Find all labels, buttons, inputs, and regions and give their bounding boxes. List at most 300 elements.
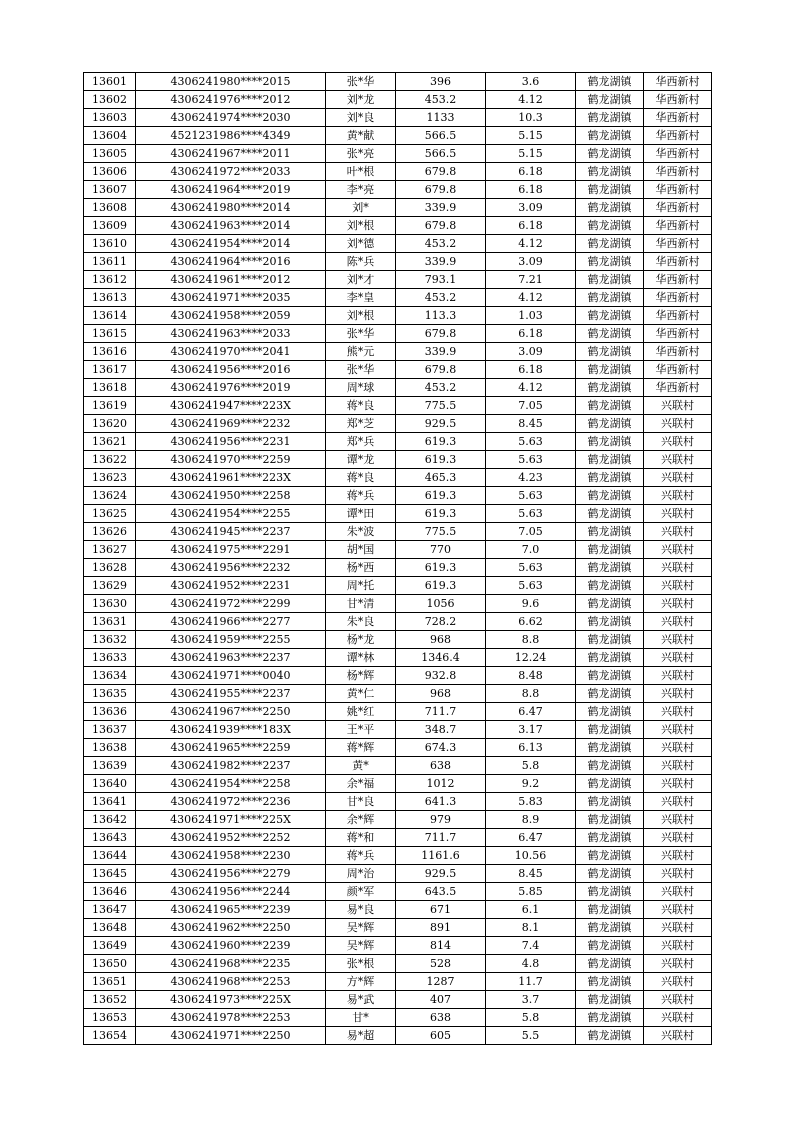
area-cell: 5.63 — [486, 487, 576, 505]
id-number-cell: 4306241956****2244 — [136, 883, 326, 901]
row-number-cell: 13633 — [84, 649, 136, 667]
area-cell: 3.09 — [486, 253, 576, 271]
village-cell: 兴联村 — [644, 937, 712, 955]
id-number-cell: 4306241961****223X — [136, 469, 326, 487]
table-row — [84, 397, 712, 415]
village-cell: 兴联村 — [644, 991, 712, 1009]
amount-cell: 1133 — [396, 109, 486, 127]
name-cell: 谭*龙 — [326, 451, 396, 469]
subsidy-table — [83, 72, 712, 1045]
town-cell: 鹤龙湖镇 — [576, 73, 644, 91]
id-number-cell: 4306241963****2033 — [136, 325, 326, 343]
table-row — [84, 307, 712, 325]
amount-cell: 643.5 — [396, 883, 486, 901]
name-cell: 叶*根 — [326, 163, 396, 181]
area-cell: 8.48 — [486, 667, 576, 685]
amount-cell: 465.3 — [396, 469, 486, 487]
name-cell: 易*良 — [326, 901, 396, 919]
table-row — [84, 1009, 712, 1027]
amount-cell: 528 — [396, 955, 486, 973]
name-cell: 蒋*辉 — [326, 739, 396, 757]
table-row — [84, 505, 712, 523]
row-number-cell: 13631 — [84, 613, 136, 631]
area-cell: 6.18 — [486, 217, 576, 235]
town-cell: 鹤龙湖镇 — [576, 361, 644, 379]
id-number-cell: 4306241968****2253 — [136, 973, 326, 991]
village-cell: 兴联村 — [644, 415, 712, 433]
amount-cell: 814 — [396, 937, 486, 955]
area-cell: 5.8 — [486, 1009, 576, 1027]
row-number-cell: 13640 — [84, 775, 136, 793]
table-body — [84, 73, 712, 1045]
id-number-cell: 4521231986****4349 — [136, 127, 326, 145]
name-cell: 张*华 — [326, 325, 396, 343]
town-cell: 鹤龙湖镇 — [576, 883, 644, 901]
name-cell: 甘* — [326, 1009, 396, 1027]
id-number-cell: 4306241947****223X — [136, 397, 326, 415]
amount-cell: 679.8 — [396, 181, 486, 199]
table-row — [84, 253, 712, 271]
row-number-cell: 13620 — [84, 415, 136, 433]
row-number-cell: 13629 — [84, 577, 136, 595]
table-row — [84, 415, 712, 433]
amount-cell: 891 — [396, 919, 486, 937]
village-cell: 兴联村 — [644, 883, 712, 901]
id-number-cell: 4306241972****2033 — [136, 163, 326, 181]
village-cell: 兴联村 — [644, 397, 712, 415]
table-row — [84, 73, 712, 91]
area-cell: 5.8 — [486, 757, 576, 775]
name-cell: 周*球 — [326, 379, 396, 397]
amount-cell: 1346.4 — [396, 649, 486, 667]
village-cell: 华西新村 — [644, 127, 712, 145]
town-cell: 鹤龙湖镇 — [576, 937, 644, 955]
amount-cell: 453.2 — [396, 235, 486, 253]
village-cell: 华西新村 — [644, 343, 712, 361]
area-cell: 8.45 — [486, 865, 576, 883]
village-cell: 兴联村 — [644, 775, 712, 793]
row-number-cell: 13613 — [84, 289, 136, 307]
town-cell: 鹤龙湖镇 — [576, 847, 644, 865]
name-cell: 陈*兵 — [326, 253, 396, 271]
row-number-cell: 13638 — [84, 739, 136, 757]
row-number-cell: 13646 — [84, 883, 136, 901]
table-row — [84, 559, 712, 577]
amount-cell: 605 — [396, 1027, 486, 1045]
area-cell: 5.5 — [486, 1027, 576, 1045]
town-cell: 鹤龙湖镇 — [576, 703, 644, 721]
row-number-cell: 13630 — [84, 595, 136, 613]
row-number-cell: 13627 — [84, 541, 136, 559]
village-cell: 兴联村 — [644, 595, 712, 613]
id-number-cell: 4306241967****2011 — [136, 145, 326, 163]
id-number-cell: 4306241971****225X — [136, 811, 326, 829]
id-number-cell: 4306241956****2232 — [136, 559, 326, 577]
village-cell: 兴联村 — [644, 685, 712, 703]
name-cell: 朱*波 — [326, 523, 396, 541]
village-cell: 兴联村 — [644, 901, 712, 919]
table-row — [84, 487, 712, 505]
town-cell: 鹤龙湖镇 — [576, 235, 644, 253]
table-row — [84, 163, 712, 181]
amount-cell: 339.9 — [396, 199, 486, 217]
village-cell: 华西新村 — [644, 271, 712, 289]
name-cell: 余*福 — [326, 775, 396, 793]
id-number-cell: 4306241952****2252 — [136, 829, 326, 847]
village-cell: 兴联村 — [644, 865, 712, 883]
table-row — [84, 685, 712, 703]
row-number-cell: 13623 — [84, 469, 136, 487]
town-cell: 鹤龙湖镇 — [576, 253, 644, 271]
amount-cell: 453.2 — [396, 91, 486, 109]
id-number-cell: 4306241976****2019 — [136, 379, 326, 397]
town-cell: 鹤龙湖镇 — [576, 109, 644, 127]
table-row — [84, 991, 712, 1009]
name-cell: 黄* — [326, 757, 396, 775]
area-cell: 6.18 — [486, 325, 576, 343]
area-cell: 8.9 — [486, 811, 576, 829]
amount-cell: 679.8 — [396, 325, 486, 343]
area-cell: 5.15 — [486, 127, 576, 145]
village-cell: 兴联村 — [644, 757, 712, 775]
village-cell: 华西新村 — [644, 235, 712, 253]
town-cell: 鹤龙湖镇 — [576, 163, 644, 181]
village-cell: 兴联村 — [644, 739, 712, 757]
town-cell: 鹤龙湖镇 — [576, 595, 644, 613]
table-row — [84, 883, 712, 901]
amount-cell: 339.9 — [396, 343, 486, 361]
area-cell: 5.83 — [486, 793, 576, 811]
amount-cell: 679.8 — [396, 217, 486, 235]
row-number-cell: 13645 — [84, 865, 136, 883]
table-row — [84, 217, 712, 235]
id-number-cell: 4306241959****2255 — [136, 631, 326, 649]
id-number-cell: 4306241960****2239 — [136, 937, 326, 955]
id-number-cell: 4306241963****2014 — [136, 217, 326, 235]
row-number-cell: 13622 — [84, 451, 136, 469]
town-cell: 鹤龙湖镇 — [576, 991, 644, 1009]
area-cell: 9.2 — [486, 775, 576, 793]
id-number-cell: 4306241955****2237 — [136, 685, 326, 703]
name-cell: 蒋*兵 — [326, 487, 396, 505]
village-cell: 兴联村 — [644, 631, 712, 649]
row-number-cell: 13648 — [84, 919, 136, 937]
area-cell: 7.21 — [486, 271, 576, 289]
id-number-cell: 4306241950****2258 — [136, 487, 326, 505]
row-number-cell: 13628 — [84, 559, 136, 577]
id-number-cell: 4306241975****2291 — [136, 541, 326, 559]
table-row — [84, 865, 712, 883]
area-cell: 3.7 — [486, 991, 576, 1009]
town-cell: 鹤龙湖镇 — [576, 451, 644, 469]
area-cell: 7.4 — [486, 937, 576, 955]
town-cell: 鹤龙湖镇 — [576, 739, 644, 757]
amount-cell: 453.2 — [396, 379, 486, 397]
row-number-cell: 13634 — [84, 667, 136, 685]
id-number-cell: 4306241952****2231 — [136, 577, 326, 595]
area-cell: 8.1 — [486, 919, 576, 937]
amount-cell: 932.8 — [396, 667, 486, 685]
name-cell: 蒋*良 — [326, 469, 396, 487]
id-number-cell: 4306241965****2259 — [136, 739, 326, 757]
table-row — [84, 901, 712, 919]
table-row — [84, 667, 712, 685]
name-cell: 蒋*良 — [326, 397, 396, 415]
town-cell: 鹤龙湖镇 — [576, 955, 644, 973]
village-cell: 华西新村 — [644, 199, 712, 217]
row-number-cell: 13611 — [84, 253, 136, 271]
table-row — [84, 919, 712, 937]
id-number-cell: 4306241972****2299 — [136, 595, 326, 613]
table-row — [84, 181, 712, 199]
amount-cell: 113.3 — [396, 307, 486, 325]
table-row — [84, 631, 712, 649]
name-cell: 余*辉 — [326, 811, 396, 829]
name-cell: 黄*仁 — [326, 685, 396, 703]
name-cell: 杨*龙 — [326, 631, 396, 649]
town-cell: 鹤龙湖镇 — [576, 793, 644, 811]
row-number-cell: 13603 — [84, 109, 136, 127]
id-number-cell: 4306241978****2253 — [136, 1009, 326, 1027]
area-cell: 5.63 — [486, 433, 576, 451]
table-row — [84, 739, 712, 757]
row-number-cell: 13625 — [84, 505, 136, 523]
town-cell: 鹤龙湖镇 — [576, 91, 644, 109]
village-cell: 兴联村 — [644, 505, 712, 523]
row-number-cell: 13641 — [84, 793, 136, 811]
amount-cell: 671 — [396, 901, 486, 919]
table-row — [84, 91, 712, 109]
row-number-cell: 13606 — [84, 163, 136, 181]
name-cell: 姚*红 — [326, 703, 396, 721]
town-cell: 鹤龙湖镇 — [576, 829, 644, 847]
amount-cell: 770 — [396, 541, 486, 559]
town-cell: 鹤龙湖镇 — [576, 685, 644, 703]
town-cell: 鹤龙湖镇 — [576, 379, 644, 397]
id-number-cell: 4306241945****2237 — [136, 523, 326, 541]
row-number-cell: 13610 — [84, 235, 136, 253]
id-number-cell: 4306241972****2236 — [136, 793, 326, 811]
amount-cell: 619.3 — [396, 451, 486, 469]
amount-cell: 619.3 — [396, 559, 486, 577]
area-cell: 4.12 — [486, 289, 576, 307]
name-cell: 甘*清 — [326, 595, 396, 613]
amount-cell: 619.3 — [396, 487, 486, 505]
table-row — [84, 613, 712, 631]
name-cell: 熊*元 — [326, 343, 396, 361]
village-cell: 兴联村 — [644, 955, 712, 973]
town-cell: 鹤龙湖镇 — [576, 217, 644, 235]
town-cell: 鹤龙湖镇 — [576, 505, 644, 523]
id-number-cell: 4306241976****2012 — [136, 91, 326, 109]
table-row — [84, 433, 712, 451]
amount-cell: 711.7 — [396, 829, 486, 847]
row-number-cell: 13609 — [84, 217, 136, 235]
id-number-cell: 4306241962****2250 — [136, 919, 326, 937]
amount-cell: 728.2 — [396, 613, 486, 631]
name-cell: 杨*辉 — [326, 667, 396, 685]
id-number-cell: 4306241974****2030 — [136, 109, 326, 127]
town-cell: 鹤龙湖镇 — [576, 613, 644, 631]
area-cell: 7.05 — [486, 397, 576, 415]
row-number-cell: 13647 — [84, 901, 136, 919]
village-cell: 兴联村 — [644, 811, 712, 829]
town-cell: 鹤龙湖镇 — [576, 757, 644, 775]
name-cell: 张*亮 — [326, 145, 396, 163]
amount-cell: 1012 — [396, 775, 486, 793]
id-number-cell: 4306241969****2232 — [136, 415, 326, 433]
town-cell: 鹤龙湖镇 — [576, 919, 644, 937]
village-cell: 兴联村 — [644, 577, 712, 595]
village-cell: 兴联村 — [644, 1027, 712, 1045]
row-number-cell: 13649 — [84, 937, 136, 955]
name-cell: 李*皇 — [326, 289, 396, 307]
name-cell: 蒋*兵 — [326, 847, 396, 865]
name-cell: 张*华 — [326, 73, 396, 91]
area-cell: 12.24 — [486, 649, 576, 667]
row-number-cell: 13608 — [84, 199, 136, 217]
table-row — [84, 847, 712, 865]
id-number-cell: 4306241965****2239 — [136, 901, 326, 919]
table-row — [84, 109, 712, 127]
name-cell: 易*超 — [326, 1027, 396, 1045]
id-number-cell: 4306241971****2250 — [136, 1027, 326, 1045]
row-number-cell: 13652 — [84, 991, 136, 1009]
name-cell: 刘*德 — [326, 235, 396, 253]
name-cell: 胡*国 — [326, 541, 396, 559]
id-number-cell: 4306241939****183X — [136, 721, 326, 739]
table-row — [84, 541, 712, 559]
town-cell: 鹤龙湖镇 — [576, 901, 644, 919]
village-cell: 兴联村 — [644, 919, 712, 937]
row-number-cell: 13605 — [84, 145, 136, 163]
row-number-cell: 13632 — [84, 631, 136, 649]
row-number-cell: 13644 — [84, 847, 136, 865]
name-cell: 杨*西 — [326, 559, 396, 577]
town-cell: 鹤龙湖镇 — [576, 523, 644, 541]
name-cell: 方*辉 — [326, 973, 396, 991]
amount-cell: 407 — [396, 991, 486, 1009]
town-cell: 鹤龙湖镇 — [576, 127, 644, 145]
village-cell: 华西新村 — [644, 325, 712, 343]
table-row — [84, 271, 712, 289]
id-number-cell: 4306241958****2230 — [136, 847, 326, 865]
village-cell: 兴联村 — [644, 703, 712, 721]
amount-cell: 929.5 — [396, 865, 486, 883]
id-number-cell: 4306241956****2231 — [136, 433, 326, 451]
area-cell: 8.45 — [486, 415, 576, 433]
area-cell: 6.18 — [486, 361, 576, 379]
id-number-cell: 4306241961****2012 — [136, 271, 326, 289]
name-cell: 甘*良 — [326, 793, 396, 811]
row-number-cell: 13619 — [84, 397, 136, 415]
id-number-cell: 4306241956****2279 — [136, 865, 326, 883]
amount-cell: 979 — [396, 811, 486, 829]
village-cell: 华西新村 — [644, 217, 712, 235]
town-cell: 鹤龙湖镇 — [576, 343, 644, 361]
village-cell: 兴联村 — [644, 847, 712, 865]
row-number-cell: 13614 — [84, 307, 136, 325]
name-cell: 吴*辉 — [326, 937, 396, 955]
area-cell: 1.03 — [486, 307, 576, 325]
amount-cell: 396 — [396, 73, 486, 91]
name-cell: 张*根 — [326, 955, 396, 973]
row-number-cell: 13650 — [84, 955, 136, 973]
village-cell: 华西新村 — [644, 145, 712, 163]
village-cell: 华西新村 — [644, 181, 712, 199]
row-number-cell: 13618 — [84, 379, 136, 397]
village-cell: 华西新村 — [644, 253, 712, 271]
row-number-cell: 13612 — [84, 271, 136, 289]
table-row — [84, 973, 712, 991]
town-cell: 鹤龙湖镇 — [576, 271, 644, 289]
village-cell: 兴联村 — [644, 451, 712, 469]
amount-cell: 619.3 — [396, 433, 486, 451]
amount-cell: 968 — [396, 685, 486, 703]
id-number-cell: 4306241980****2014 — [136, 199, 326, 217]
id-number-cell: 4306241956****2016 — [136, 361, 326, 379]
town-cell: 鹤龙湖镇 — [576, 973, 644, 991]
amount-cell: 619.3 — [396, 505, 486, 523]
town-cell: 鹤龙湖镇 — [576, 289, 644, 307]
village-cell: 华西新村 — [644, 91, 712, 109]
amount-cell: 1056 — [396, 595, 486, 613]
name-cell: 刘*根 — [326, 307, 396, 325]
town-cell: 鹤龙湖镇 — [576, 181, 644, 199]
area-cell: 5.63 — [486, 559, 576, 577]
table-row — [84, 955, 712, 973]
amount-cell: 968 — [396, 631, 486, 649]
area-cell: 5.63 — [486, 577, 576, 595]
row-number-cell: 13639 — [84, 757, 136, 775]
row-number-cell: 13607 — [84, 181, 136, 199]
table-row — [84, 1027, 712, 1045]
name-cell: 易*武 — [326, 991, 396, 1009]
village-cell: 兴联村 — [644, 973, 712, 991]
name-cell: 周*治 — [326, 865, 396, 883]
row-number-cell: 13636 — [84, 703, 136, 721]
town-cell: 鹤龙湖镇 — [576, 559, 644, 577]
amount-cell: 638 — [396, 1009, 486, 1027]
area-cell: 3.6 — [486, 73, 576, 91]
amount-cell: 566.5 — [396, 127, 486, 145]
town-cell: 鹤龙湖镇 — [576, 577, 644, 595]
area-cell: 5.85 — [486, 883, 576, 901]
table-row — [84, 325, 712, 343]
village-cell: 华西新村 — [644, 307, 712, 325]
area-cell: 10.56 — [486, 847, 576, 865]
village-cell: 兴联村 — [644, 523, 712, 541]
row-number-cell: 13617 — [84, 361, 136, 379]
village-cell: 兴联村 — [644, 487, 712, 505]
id-number-cell: 4306241967****2250 — [136, 703, 326, 721]
amount-cell: 566.5 — [396, 145, 486, 163]
town-cell: 鹤龙湖镇 — [576, 811, 644, 829]
row-number-cell: 13602 — [84, 91, 136, 109]
town-cell: 鹤龙湖镇 — [576, 649, 644, 667]
town-cell: 鹤龙湖镇 — [576, 1027, 644, 1045]
id-number-cell: 4306241970****2259 — [136, 451, 326, 469]
area-cell: 6.18 — [486, 181, 576, 199]
amount-cell: 339.9 — [396, 253, 486, 271]
village-cell: 兴联村 — [644, 1009, 712, 1027]
amount-cell: 679.8 — [396, 361, 486, 379]
name-cell: 黄*献 — [326, 127, 396, 145]
area-cell: 8.8 — [486, 631, 576, 649]
town-cell: 鹤龙湖镇 — [576, 631, 644, 649]
amount-cell: 348.7 — [396, 721, 486, 739]
amount-cell: 775.5 — [396, 397, 486, 415]
